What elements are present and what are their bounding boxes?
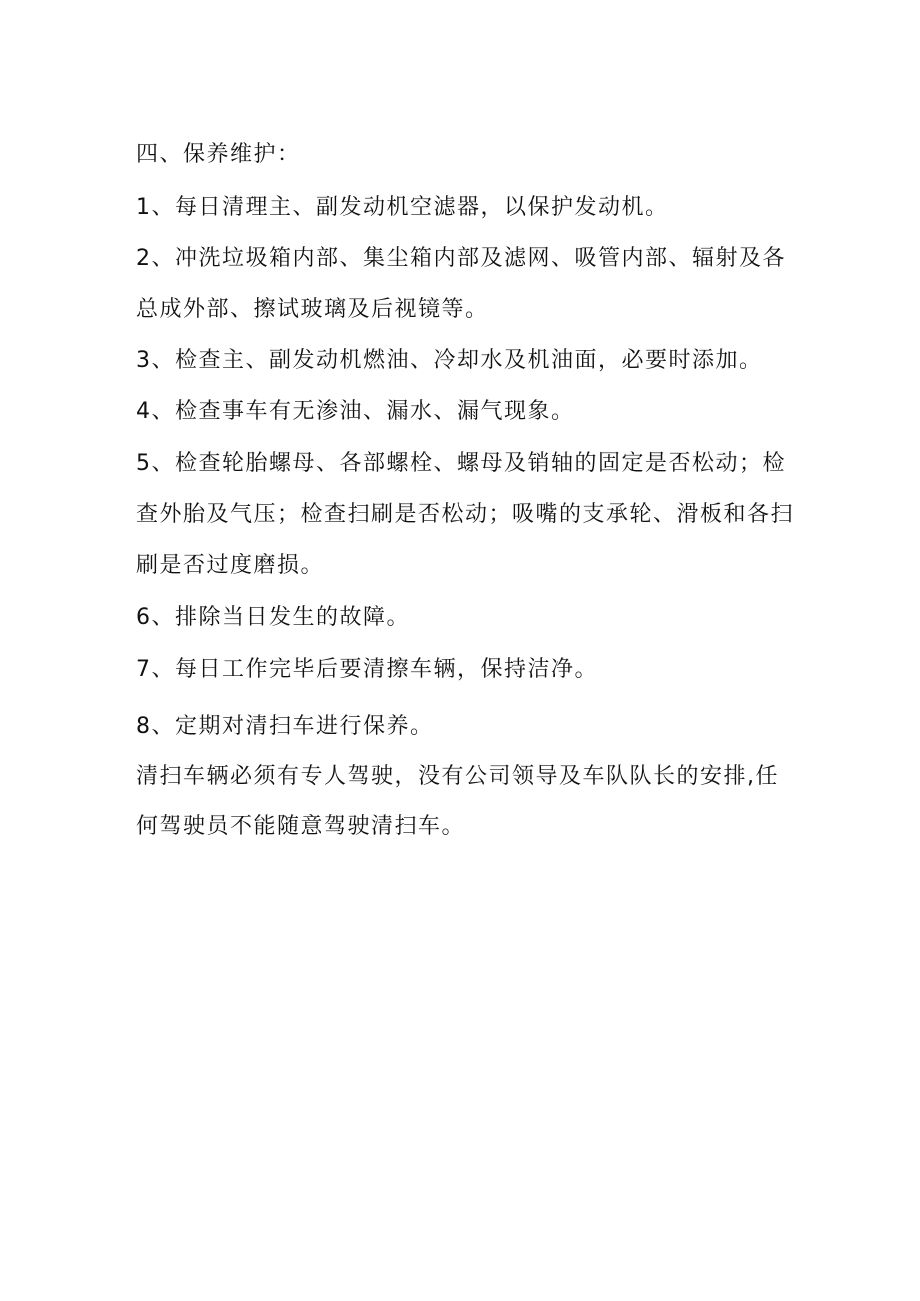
item-4: 4、检查事车有无渗油、漏水、漏气现象。 — [136, 399, 575, 424]
item-2-line-1: 2、冲洗垃圾箱内部、集尘箱内部及滤网、吸管内部、辐射及各 — [136, 246, 786, 271]
item-5-line-3: 刷是否过度磨损。 — [136, 553, 325, 578]
item-5-line-1: 5、检查轮胎螺母、各部螺栓、螺母及销轴的固定是否松动；检 — [136, 451, 786, 476]
item-2-line-2: 总成外部、擦试玻璃及后视镜等。 — [136, 297, 489, 322]
item-5-line-2: 查外胎及气压；检查扫刷是否松动；吸嘴的支承轮、滑板和各扫 — [136, 502, 795, 527]
closing-note-line-1: 清扫车辆必须有专人驾驶，没有公司领导及车队队长的安排,任 — [136, 764, 779, 789]
item-3: 3、检查主、副发动机燃油、冷却水及机油面，必要时添加。 — [136, 348, 763, 373]
item-1: 1、每日清理主、副发动机空滤器，以保护发动机。 — [136, 195, 669, 220]
closing-note-line-2: 何驾驶员不能随意驾驶清扫车。 — [136, 814, 466, 839]
section-heading: 四、保养维护： — [136, 142, 301, 167]
item-8: 8、定期对清扫车进行保养。 — [136, 714, 434, 739]
item-6: 6、排除当日发生的故障。 — [136, 605, 410, 630]
item-7: 7、每日工作完毕后要清擦车辆，保持洁净。 — [136, 657, 598, 682]
